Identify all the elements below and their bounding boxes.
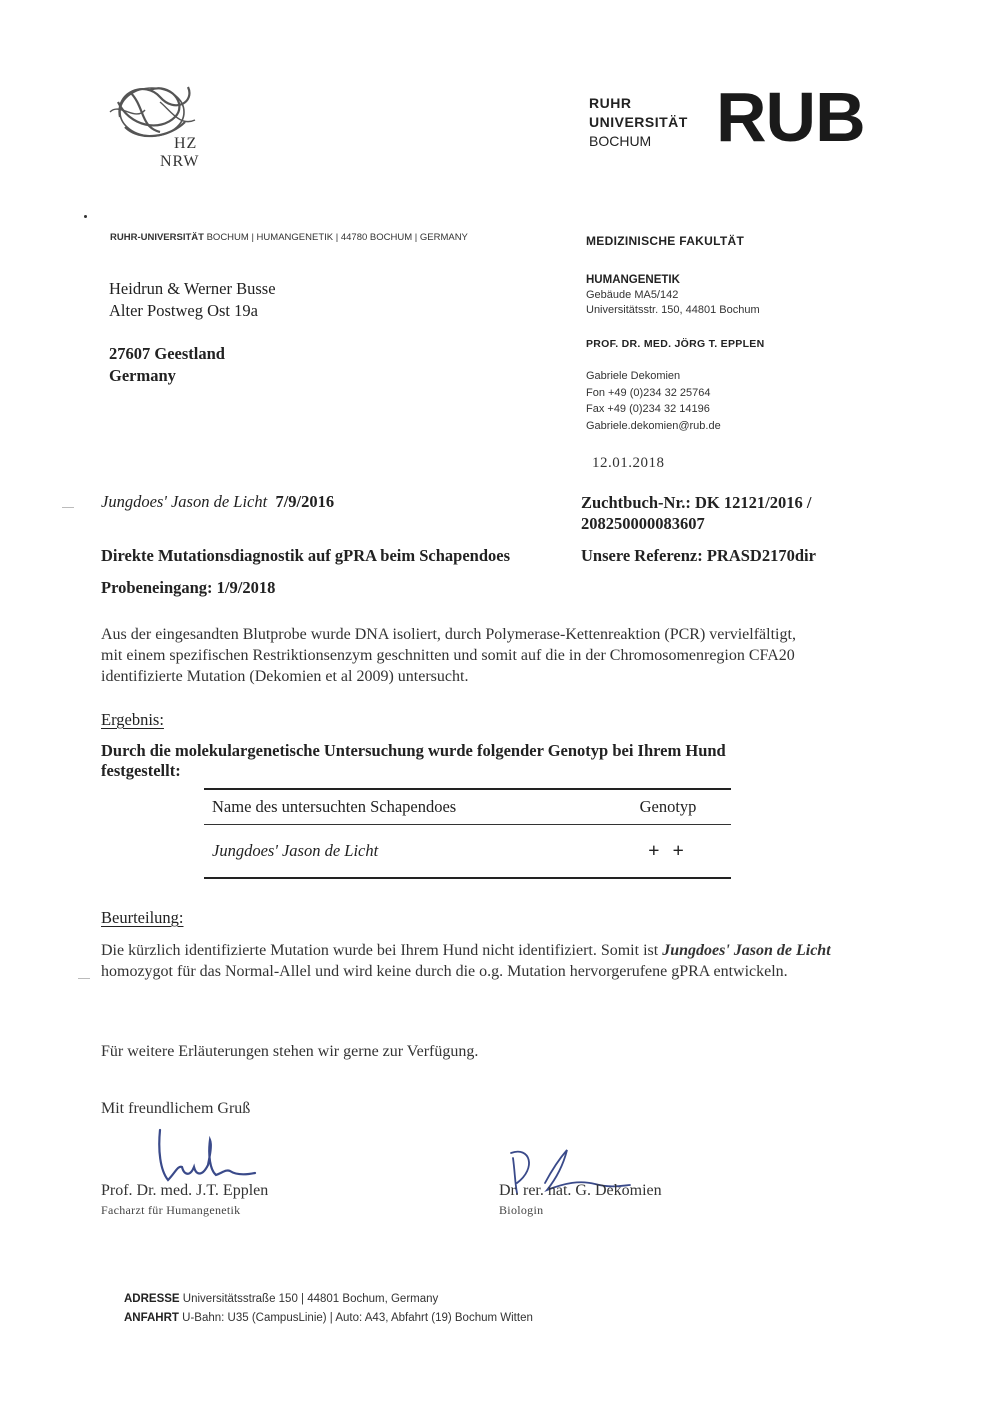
sample-received: Probeneingang: 1/9/2018 [101, 578, 276, 597]
university-name-line1: RUHR [589, 95, 632, 111]
subject-line: Direkte Mutationsdiagnostik auf gPRA beim Schapendoes [101, 546, 511, 565]
result-text: Durch die molekulargenetische Untersuchung wurde folgender Genotyp bei Ihrem Hund festgestellt: [101, 741, 726, 780]
professor-name: PROF. DR. MED. JÖRG T. EPPLEN [586, 338, 765, 350]
table-row [204, 825, 731, 879]
department-address: Universitätsstr. 150, 44801 Bochum [586, 304, 760, 316]
assessment-heading: Beurteilung: [101, 908, 184, 927]
recipient-name: Heidrun & Werner Busse [109, 279, 276, 298]
nrw-text: NRW [160, 153, 200, 170]
recipient-street: Alter Postweg Ost 19a [109, 301, 258, 320]
margin-tick [62, 507, 74, 508]
contact-name: Gabriele Dekomien [586, 370, 681, 382]
university-name [589, 94, 688, 151]
recipient-country: Germany [109, 366, 176, 385]
result-table [204, 788, 731, 879]
signer1-title: Facharzt für Humangenetik [101, 1203, 241, 1217]
sender-org: RUHR-UNIVERSITÄT [110, 232, 204, 243]
building: Gebäude MA5/142 [586, 289, 679, 301]
table-header-row [204, 790, 731, 825]
zuchtbuch-line2: 208250000083607 [581, 514, 705, 533]
closing-greeting: Mit freundlichem Gruß [101, 1100, 251, 1117]
table-header-name: Name des untersuchten Schapendoes [212, 797, 457, 816]
faculty-name: MEDIZINISCHE FAKULTÄT [586, 234, 745, 248]
signer2-title: Biologin [499, 1203, 544, 1217]
footer-directions-label: ANFAHRT [124, 1312, 179, 1324]
footer-directions: U-Bahn: U35 (CampusLinie) | Auto: A43, Abfahrt (19) Bochum Witten [178, 1312, 533, 1324]
sender-line [110, 232, 468, 243]
sender-rest: BOCHUM | HUMANGENETIK | 44780 BOCHUM | GERMANY [203, 232, 468, 243]
dog-name: Jungdoes' Jason de Licht [101, 492, 268, 511]
table-cell-genotype: + + [648, 839, 688, 862]
assessment-text-1: Die kürzlich identifizierte Mutation wurde bei Ihrem Hund nicht identifiziert. Somit ist [101, 942, 663, 959]
margin-tick [78, 978, 90, 979]
recipient-city: 27607 Geestland [109, 344, 225, 363]
dog-date: 7/9/2016 [275, 492, 335, 511]
result-heading: Ergebnis: [101, 710, 164, 729]
letter-date: 12.01.2018 [592, 455, 665, 471]
university-name-line3: BOCHUM [589, 133, 652, 149]
intro-paragraph: Aus der eingesandten Blutprobe wurde DNA isoliert, durch Polymerase-Kettenreaktion (PCR) vervielfältigt, mit einem spezifischen Restriktionsenzym geschnitten und somit auf die in der Chromosomenregion CFA20 identifizierte Mutation (Dekomien et al 2009) untersucht. [101, 626, 796, 685]
our-reference: Unsere Referenz: PRASD2170dir [581, 546, 816, 565]
contact-phone: Fon +49 (0)234 32 25764 [586, 386, 711, 399]
footer [124, 1290, 533, 1328]
hz-text: HZ [174, 135, 198, 152]
contact-block [586, 368, 721, 434]
assessment-dog-name: Jungdoes' Jason de Licht [662, 942, 831, 959]
footer-address: Universitätsstraße 150 | 44801 Bochum, Germany [179, 1293, 439, 1305]
rub-logo-text: RUB [716, 78, 865, 156]
assessment-text-2: homozygot für das Normal-Allel und wird keine durch die o.g. Mutation hervorgerufene gPRA entwickeln. [101, 963, 788, 980]
assessment-paragraph [101, 940, 841, 982]
table-header-genotype: Genotyp [639, 797, 697, 816]
contact-fax: Fax +49 (0)234 32 14196 [586, 403, 710, 415]
footer-directions-line [124, 1309, 533, 1328]
zuchtbuch-line1: Zuchtbuch-Nr.: DK 12121/2016 / [581, 493, 812, 512]
department-block [586, 273, 760, 318]
university-name-line2: UNIVERSITÄT [589, 114, 688, 130]
zuchtbuch-number [581, 492, 811, 534]
contact-email: Gabriele.dekomien@rub.de [586, 419, 721, 432]
rub-logo [716, 78, 865, 156]
further-info: Für weitere Erläuterungen stehen wir gerne zur Verfügung. [101, 1043, 479, 1060]
signer1-name: Prof. Dr. med. J.T. Epplen [101, 1182, 269, 1199]
dog-reference [101, 492, 334, 512]
hz-nrw-logo [100, 72, 210, 182]
table-cell-dog-name: Jungdoes' Jason de Licht [212, 841, 379, 860]
signer2-name: Dr. rer. nat. G. Dekomien [499, 1182, 662, 1199]
margin-dot [84, 215, 87, 218]
footer-address-line [124, 1290, 533, 1309]
footer-address-label: ADRESSE [124, 1293, 180, 1305]
department-name: HUMANGENETIK [586, 274, 680, 286]
recipient-address [109, 278, 276, 387]
